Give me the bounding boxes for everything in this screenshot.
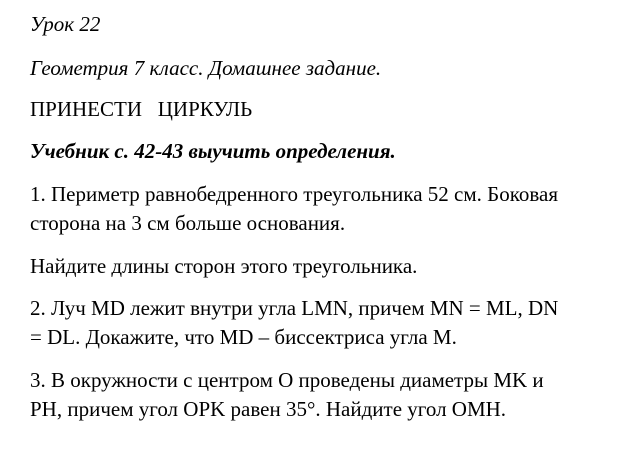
textbook-assignment: Учебник с. 42-43 выучить определения.	[30, 139, 396, 163]
task2-line2: = DL. Докажите, что MD – биссектриса угла M.	[30, 325, 457, 349]
task3-line1: 3. В окружности с центром O проведены диаметры MK и	[30, 368, 544, 392]
task1-question: Найдите длины сторон этого треугольника.	[30, 254, 418, 278]
lesson-number: Урок 22	[30, 12, 101, 36]
subject-heading: Геометрия 7 класс. Домашнее задание.	[30, 56, 382, 80]
task1-line2: сторона на 3 см больше основания.	[30, 211, 346, 235]
bring-compass-reminder: ПРИНЕСТИ ЦИРКУЛЬ	[30, 97, 253, 121]
task3-line2: PH, причем угол OPK равен 35°. Найдите угол OMH.	[30, 397, 507, 421]
task1-line1: 1. Периметр равнобедренного треугольника 52 см. Боковая	[30, 182, 558, 206]
task2-line1: 2. Луч MD лежит внутри угла LMN, причем MN = ML, DN	[30, 296, 559, 320]
